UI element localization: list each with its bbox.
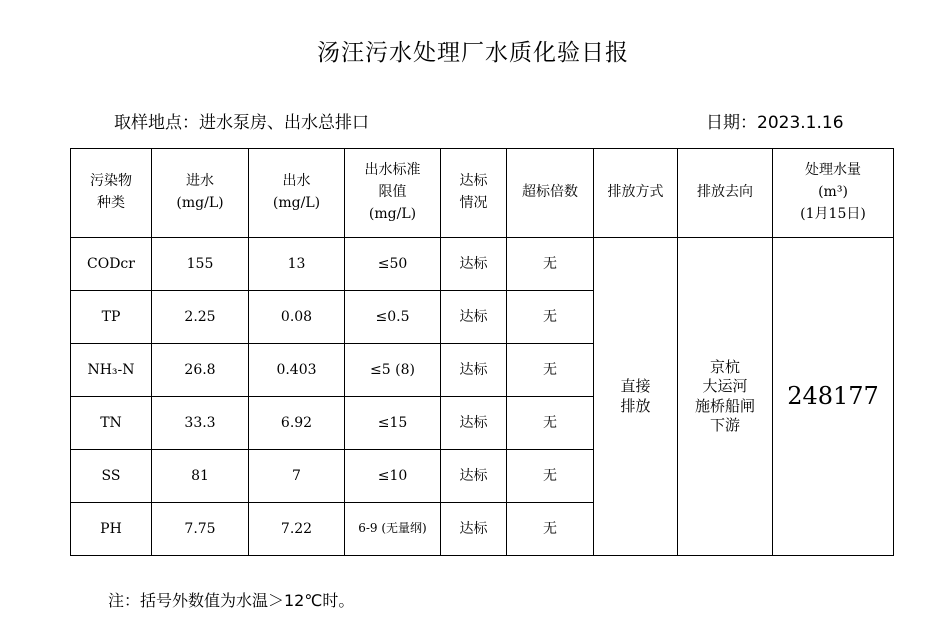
cell-pollutant: PH: [71, 503, 152, 556]
cell-outflow: 0.403: [249, 344, 345, 397]
cell-compliance: 达标: [441, 450, 507, 503]
cell-limit: ≤0.5: [345, 291, 441, 344]
cell-inflow: 33.3: [152, 397, 249, 450]
cell-exceed: 无: [507, 291, 594, 344]
header-volume: [773, 149, 894, 238]
merged-line: 大运河: [702, 377, 748, 395]
header-line: 限值: [378, 184, 407, 201]
cell-compliance: 达标: [441, 291, 507, 344]
header-line: 进水: [186, 173, 214, 190]
header-compliance: [441, 149, 507, 238]
cell-exceed: 无: [507, 450, 594, 503]
header-row: [71, 149, 894, 238]
cell-limit: 6-9 (无量纲): [345, 503, 441, 556]
cell-inflow: 81: [152, 450, 249, 503]
cell-compliance: 达标: [441, 503, 507, 556]
sampling-location: 取样地点：进水泵房、出水总排口: [114, 113, 369, 133]
cell-pollutant: SS: [71, 450, 152, 503]
header-line: 污染物: [90, 173, 132, 190]
header-line: 情况: [459, 195, 488, 211]
header-outflow: [249, 149, 345, 238]
cell-outflow: 6.92: [249, 397, 345, 450]
cell-limit: ≤10: [345, 450, 441, 503]
header-discharge-destination: 排放去向: [678, 149, 773, 238]
cell-exceed: 无: [507, 503, 594, 556]
cell-discharge-destination: [678, 238, 773, 556]
header-discharge-method: 排放方式: [594, 149, 678, 238]
cell-inflow: 26.8: [152, 344, 249, 397]
cell-exceed: 无: [507, 344, 594, 397]
merged-line: 京杭: [709, 357, 740, 376]
cell-discharge-method: [594, 238, 678, 556]
cell-inflow: 155: [152, 238, 249, 291]
cell-pollutant: TP: [71, 291, 152, 344]
cell-outflow: 7: [249, 450, 345, 503]
water-quality-table: [70, 148, 894, 556]
cell-outflow: 7.22: [249, 503, 345, 556]
header-exceed: 超标倍数: [507, 149, 594, 238]
header-line: (mg/L): [368, 205, 417, 222]
merged-line: 下游: [709, 416, 740, 434]
cell-pollutant: TN: [71, 397, 152, 450]
header-line: (m³): [818, 184, 848, 201]
cell-exceed: 无: [507, 397, 594, 450]
report-date: 日期：2023.1.16: [706, 113, 844, 133]
header-limit: [345, 149, 441, 238]
header-line: (mg/L): [176, 195, 224, 211]
merged-line: 排放: [620, 396, 651, 415]
cell-inflow: 2.25: [152, 291, 249, 344]
cell-compliance: 达标: [441, 397, 507, 450]
footnote: 注：括号外数值为水温＞12℃时。: [108, 591, 355, 610]
cell-limit: ≤5 (8): [345, 344, 441, 397]
header-line: 出水: [282, 173, 311, 190]
cell-outflow: 0.08: [249, 291, 345, 344]
header-pollutant: [71, 149, 152, 238]
cell-limit: ≤15: [345, 397, 441, 450]
cell-exceed: 无: [507, 238, 594, 291]
merged-line: 施桥船闸: [694, 396, 755, 415]
header-inflow: [152, 149, 249, 238]
cell-pollutant: CODcr: [71, 238, 152, 291]
cell-compliance: 达标: [441, 344, 507, 397]
cell-limit: ≤50: [345, 238, 441, 291]
cell-pollutant: NH₃-N: [71, 344, 152, 397]
cell-compliance: 达标: [441, 238, 507, 291]
table-row: [71, 238, 894, 291]
cell-outflow: 13: [249, 238, 345, 291]
cell-treated-volume: 248177: [773, 238, 894, 556]
header-line: 出水标准: [364, 162, 421, 179]
cell-inflow: 7.75: [152, 503, 249, 556]
header-line: 达标: [459, 173, 488, 190]
header-line: (1月15日): [800, 205, 866, 222]
merged-line: 直接: [620, 377, 651, 395]
header-line: 处理水量: [805, 162, 861, 179]
report-title: 汤汪污水处理厂水质化验日报: [317, 40, 629, 66]
header-line: (mg/L): [272, 195, 321, 211]
header-line: 种类: [97, 195, 125, 211]
